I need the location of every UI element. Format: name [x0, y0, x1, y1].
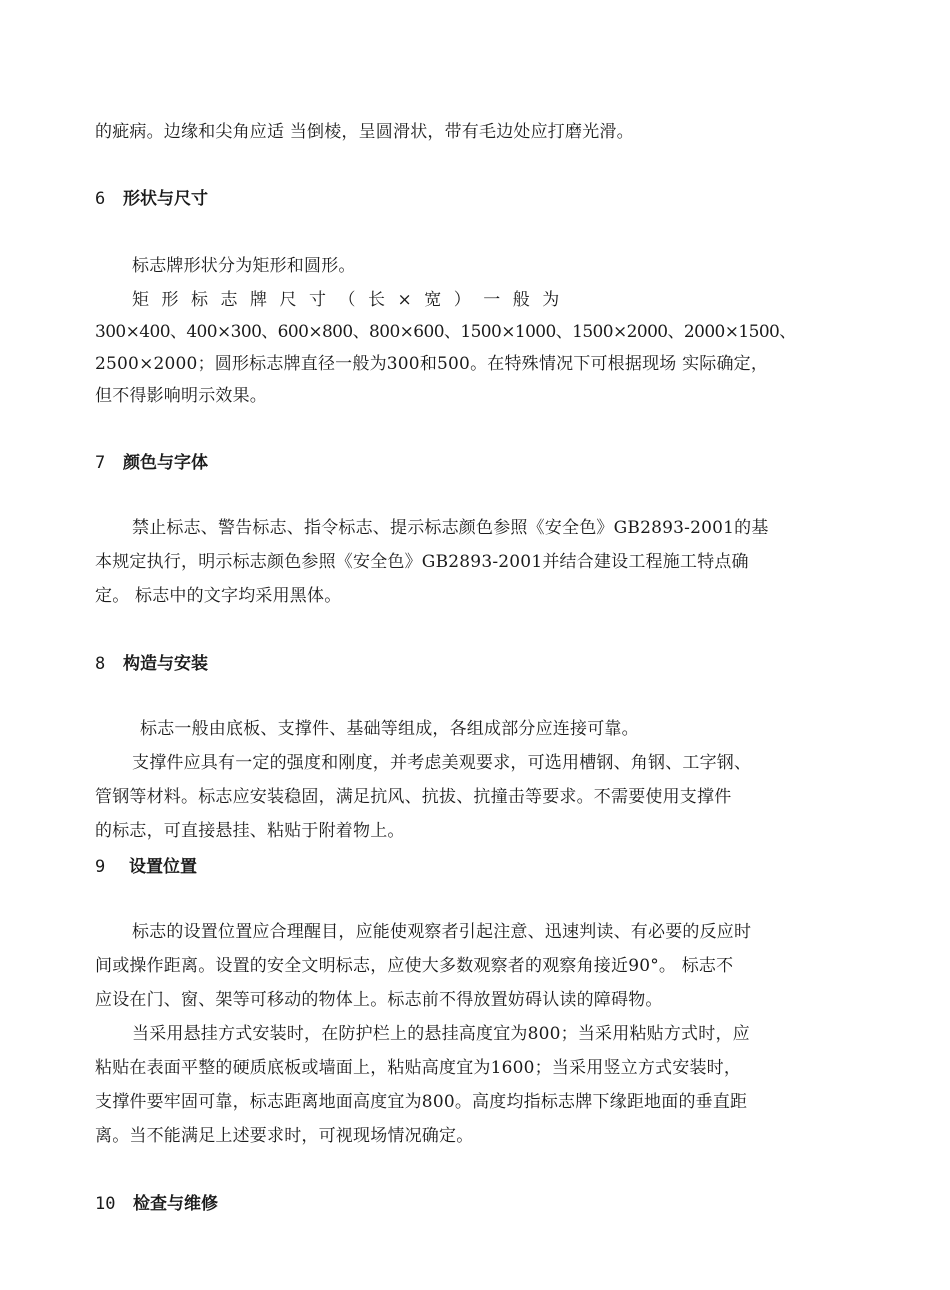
- section-title: 设置位置: [129, 857, 197, 877]
- paragraph-line: 的标志，可直接悬挂、粘贴于附着物上。: [95, 821, 405, 841]
- section-number: 10: [95, 1194, 116, 1214]
- section-heading-6: [95, 187, 208, 211]
- section-heading-10: [95, 1192, 218, 1216]
- section-title: 构造与安装: [123, 654, 208, 674]
- section-number: 7: [95, 453, 106, 473]
- paragraph-line: 标志的设置位置应合理醒目，应能使观察者引起注意、迅速判读、有必要的反应时: [132, 922, 752, 942]
- section-number: 9: [95, 857, 106, 877]
- paragraph-line: 标志牌形状分为矩形和圆形。: [132, 256, 356, 276]
- paragraph-line: 禁止标志、警告标志、指令标志、提示标志颜色参照《安全色》GB2893-2001的基: [132, 518, 769, 538]
- paragraph-line: 应设在门、窗、架等可移动的物体上。标志前不得放置妨碍认读的障碍物。: [95, 990, 663, 1010]
- paragraph-line: 矩形标志牌尺寸（长×宽）一般为: [132, 290, 572, 310]
- section-heading-7: [95, 451, 208, 475]
- section-number: 6: [95, 189, 106, 209]
- paragraph-line: 300×400、400×300、600×800、800×600、1500×1000、1500×2000、2000×1500、: [95, 322, 796, 342]
- paragraph-line: 支撑件应具有一定的强度和刚度，并考虑美观要求，可选用槽钢、角钢、工字钢、: [132, 753, 752, 773]
- paragraph-line: 定。 标志中的文字均采用黑体。: [95, 586, 342, 606]
- paragraph-line: 支撑件要牢固可靠，标志距离地面高度宜为800。高度均指标志牌下缘距地面的垂直距: [95, 1092, 748, 1112]
- paragraph-line: 2500×2000；圆形标志牌直径一般为300和500。在特殊情况下可根据现场 实际确定，: [95, 354, 769, 374]
- section-number: 8: [95, 654, 106, 674]
- paragraph-line: 间或操作距离。设置的安全文明标志，应使大多数观察者的观察角接近90°。 标志不: [95, 956, 734, 976]
- paragraph-line: 当采用悬挂方式安装时，在防护栏上的悬挂高度宜为800；当采用粘贴方式时，应: [132, 1024, 750, 1044]
- section-heading-9: [95, 855, 197, 879]
- paragraph-line: 管钢等材料。标志应安装稳固，满足抗风、抗拔、抗撞击等要求。不需要使用支撑件: [95, 787, 732, 807]
- paragraph-line: 的疵病。边缘和尖角应适 当倒棱，呈圆滑状，带有毛边处应打磨光滑。: [95, 122, 634, 142]
- section-heading-8: [95, 652, 208, 676]
- paragraph-line: 但不得影响明示效果。: [95, 386, 267, 406]
- section-title: 颜色与字体: [123, 453, 208, 473]
- paragraph-line: 离。当不能满足上述要求时，可视现场情况确定。: [95, 1126, 474, 1146]
- section-title: 检查与维修: [133, 1194, 218, 1214]
- paragraph-line: 本规定执行，明示标志颜色参照《安全色》GB2893-2001并结合建设工程施工特点确: [95, 552, 749, 572]
- paragraph-line: 标志一般由底板、支撑件、基础等组成，各组成部分应连接可靠。: [140, 719, 639, 739]
- section-title: 形状与尺寸: [123, 189, 208, 209]
- paragraph-line: 粘贴在表面平整的硬质底板或墙面上，粘贴高度宜为1600；当采用竖立方式安装时，: [95, 1058, 742, 1078]
